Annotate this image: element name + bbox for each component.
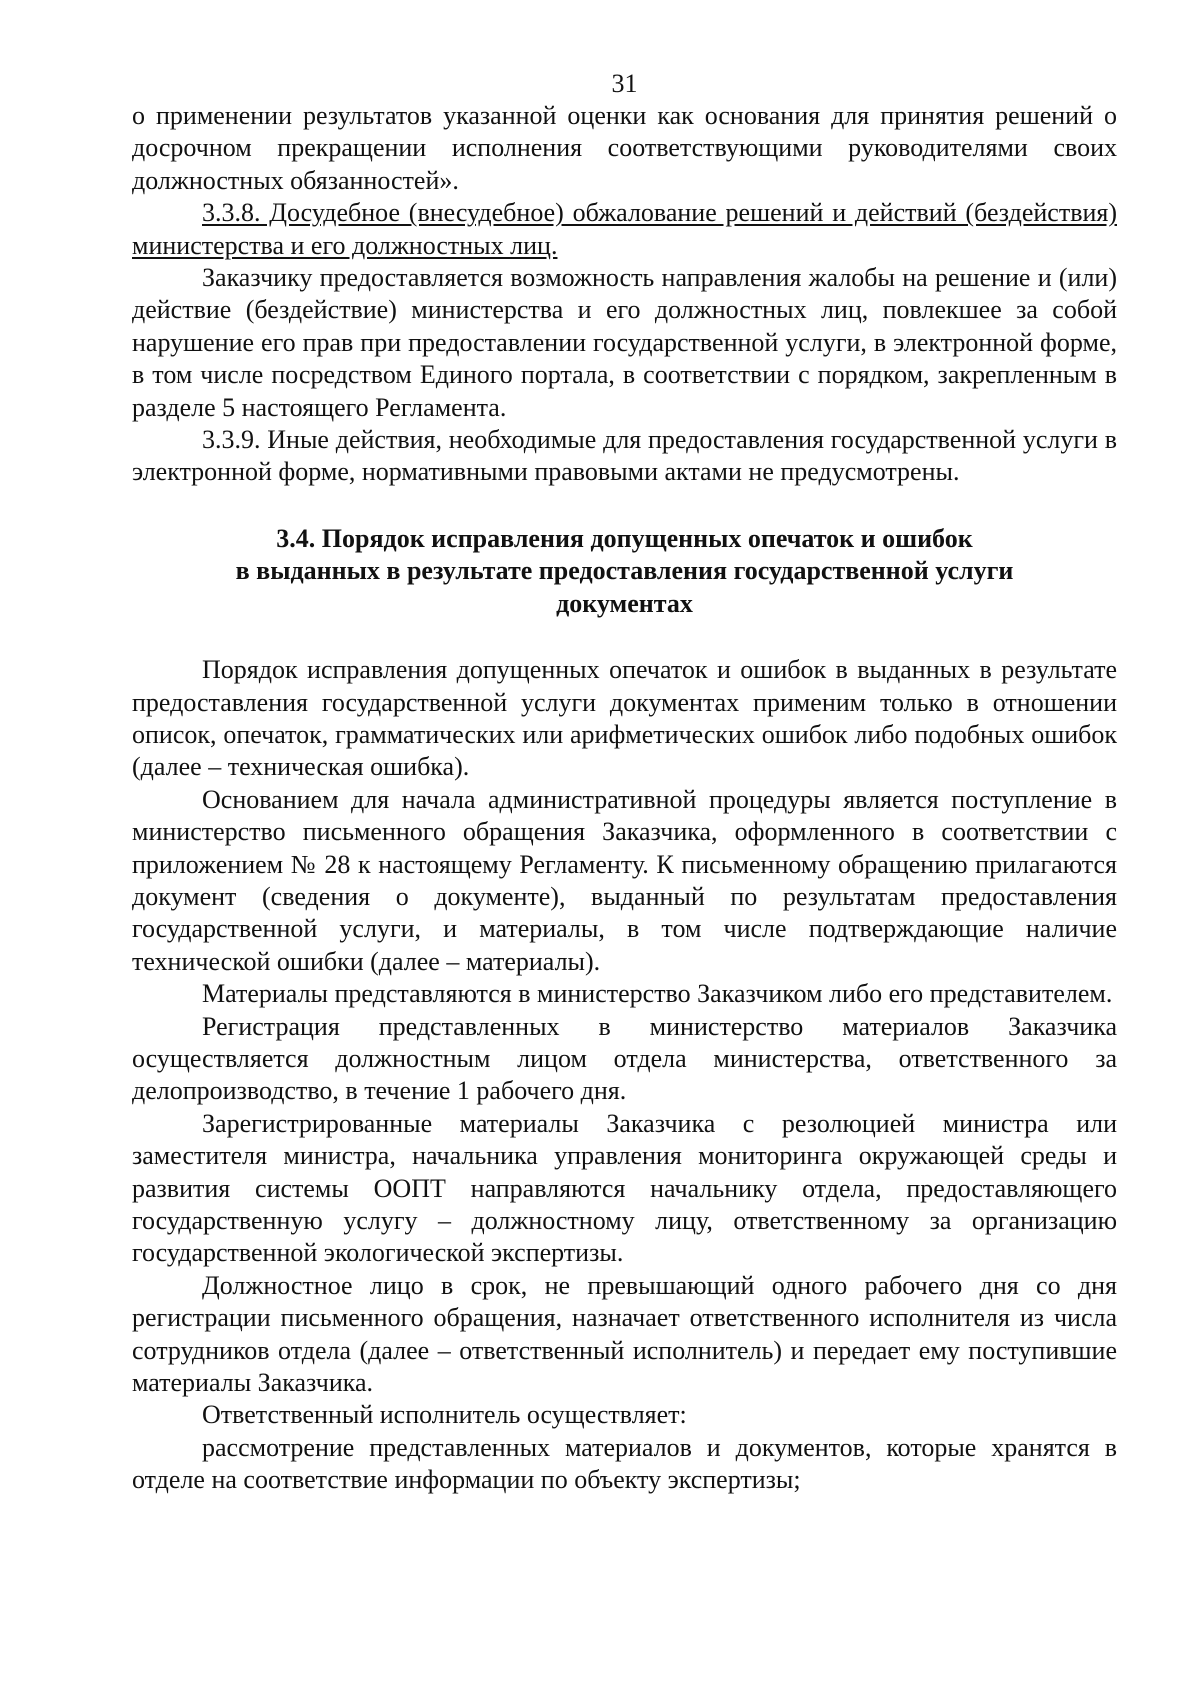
section-heading-line: в выданных в результате предоставления государственной услуги	[235, 556, 1014, 586]
paragraph-executor-duties: Ответственный исполнитель осуществляет:	[202, 1400, 687, 1430]
paragraph-continuation: о применении результатов указанной оценки как основания для принятия решений о досрочном прекращении исполнения соответствующими руководителями своих должностных обязанностей».	[132, 101, 1117, 195]
page-number: 31	[611, 69, 638, 98]
paragraph-routing: Зарегистрированные материалы Заказчика с резолюцией министра или заместителя министра, начальника управления мониторинга окружающей среды и развития системы ООПТ направляются начальнику отдела, предоставляющего государственную услугу – должностному лицу, ответственному за организацию государственной экологической экспертизы.	[132, 1108, 1117, 1268]
paragraph-registration: Регистрация представленных в министерство материалов Заказчика осуществляется должностным лицом отдела министерства, ответственного за делопроизводство, в течение 1 рабочего дня.	[132, 1011, 1117, 1106]
paragraph-assignment: Должностное лицо в срок, не превышающий одного рабочего дня со дня регистрации письменного обращения, назначает ответственного исполнителя из числа сотрудников отдела (далее – ответственный исполнитель) и передает ему поступившие материалы Заказчика.	[132, 1270, 1117, 1398]
paragraph-materials-submission: Материалы представляются в министерство Заказчиком либо его представителем.	[202, 979, 1113, 1009]
paragraph-correction-scope: Порядок исправления допущенных опечаток и ошибок в выданных в результате предоставления государственной услуги документах применим только в отношении описок, опечаток, грамматических или арифметических ошибок либо подобных ошибок (далее – техническая ошибка).	[132, 655, 1117, 782]
section-heading-3-4	[132, 523, 1117, 620]
section-heading-line: документах	[556, 588, 693, 618]
paragraph-procedure-basis: Основанием для начала административной процедуры является поступление в министерство письменного обращения Заказчика, оформленного в соответствии с приложением № 28 к настоящему Регламенту. К письменному обращению прилагаются документ (сведения о документе), выданный по результатам предоставления государственной услуги, и материалы, в том числе подтверждающие наличие технической ошибки (далее – материалы).	[132, 784, 1117, 976]
paragraph-review-materials: рассмотрение представленных материалов и документов, которые хранятся в отделе на соответствие информации по объекту экспертизы;	[132, 1432, 1117, 1495]
section-heading-line: 3.4. Порядок исправления допущенных опечаток и ошибок	[276, 523, 973, 553]
paragraph-complaint-right: Заказчику предоставляется возможность направления жалобы на решение и (или) действие (бездействие) министерства и его должностных лиц, повлекшее за собой нарушение его прав при предоставлении государственной услуги, в электронной форме, в том числе посредством Единого портала, в соответствии с порядком, закрепленным в разделе 5 настоящего Регламента.	[132, 263, 1117, 422]
document-page	[132, 68, 1117, 1497]
paragraph-subsection-3-3-9: 3.3.9. Иные действия, необходимые для предоставления государственной услуги в электронной форме, нормативными правовыми актами не предусмотрены.	[132, 425, 1117, 487]
paragraph-subsection-3-3-8: 3.3.8. Досудебное (внесудебное) обжалование решений и действий (бездействия) министерства и его должностных лиц.	[132, 198, 1117, 260]
